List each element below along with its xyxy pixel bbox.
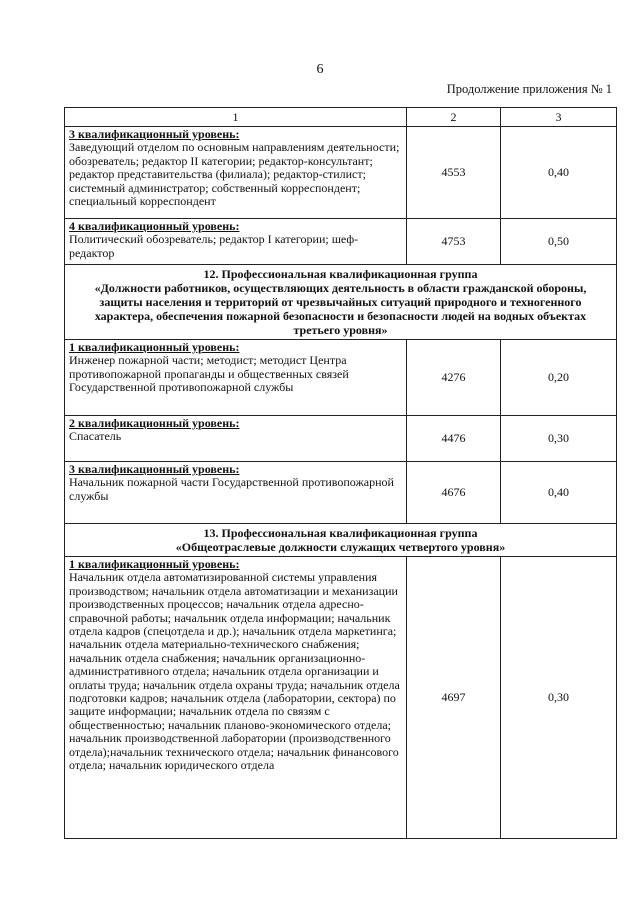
position-cell — [65, 127, 407, 219]
coefficient-cell: 0,30 — [501, 557, 617, 839]
table-row — [65, 127, 617, 219]
coefficient-cell: 0,40 — [501, 127, 617, 219]
position-cell — [65, 416, 407, 462]
appendix-continuation-label: Продолжение приложения № 1 — [446, 82, 612, 96]
group-title: 13. Профессиональная квалификационная группа — [203, 526, 478, 540]
position-cell — [65, 219, 407, 265]
group-header-13 — [65, 524, 617, 557]
group-header-row — [65, 265, 617, 340]
coefficient-cell: 0,50 — [501, 219, 617, 265]
table-row — [65, 219, 617, 265]
salary-cell: 4553 — [407, 127, 501, 219]
qualification-level: 1 квалификационный уровень: — [69, 557, 240, 571]
group-subtitle: «Общеотраслевые должности служащих четвертого уровня» — [175, 540, 506, 554]
table-header-row — [65, 108, 617, 127]
salary-cell: 4753 — [407, 219, 501, 265]
position-list: Спасатель — [69, 429, 122, 444]
table-row — [65, 462, 617, 524]
qualification-level: 4 квалификационный уровень: — [69, 219, 240, 233]
position-list: Политический обозреватель; редактор I категории; шеф-редактор — [69, 232, 359, 260]
column-header: 3 — [501, 108, 617, 127]
qualification-level: 3 квалификационный уровень: — [69, 462, 240, 476]
group-header-12 — [65, 265, 617, 340]
position-list: Инженер пожарной части; методист; методист Центра противопожарной пропаганды и общественных связей Государственной противопожарной службы — [69, 353, 349, 395]
page-number: 6 — [316, 62, 324, 77]
table-row — [65, 416, 617, 462]
group-header-row — [65, 524, 617, 557]
salary-cell: 4276 — [407, 340, 501, 416]
coefficient-cell: 0,20 — [501, 340, 617, 416]
qualification-table — [64, 107, 617, 839]
position-list: Начальник пожарной части Государственной противопожарной службы — [69, 475, 394, 503]
table-row — [65, 340, 617, 416]
position-cell — [65, 557, 407, 839]
coefficient-cell: 0,30 — [501, 416, 617, 462]
qualification-level: 3 квалификационный уровень: — [69, 127, 240, 141]
salary-cell: 4476 — [407, 416, 501, 462]
position-cell — [65, 340, 407, 416]
position-list: Начальник отдела автоматизированной системы управления производством; начальник отдела автоматизации и механизации производственных процессов; начальник отдела адресно-справочной работы; начальник отдела информации; начальник отдела кадров (спецотдела и др.); начальник отдела маркетинга; начальник отдела материально-технического снабжения; начальник отдела снабжения; начальник организационно-административного отдела; начальник отдела организации и оплаты труда; начальник отдела охраны труда; начальник отдела подготовки кадров; начальник отдела (лаборатории, сектора) по защите информации; начальник отдела по связям с общественностью; начальник планово-экономического отдела; начальник производственной лаборатории (производственного отдела);начальник технического отдела; начальник финансового отдела; начальник юридического отдела — [69, 570, 400, 773]
qualification-level: 2 квалификационный уровень: — [69, 416, 240, 430]
group-title: 12. Профессиональная квалификационная группа — [203, 267, 478, 281]
column-header: 2 — [407, 108, 501, 127]
position-list: Заведующий отделом по основным направлениям деятельности; обозреватель; редактор II категории; редактор-консультант; редактор представительства (филиала); редактор-стилист; системный администратор; собственный корреспондент; специальный корреспондент — [69, 140, 400, 209]
column-header: 1 — [65, 108, 407, 127]
position-cell — [65, 462, 407, 524]
table-row — [65, 557, 617, 839]
salary-cell: 4676 — [407, 462, 501, 524]
qualification-level: 1 квалификационный уровень: — [69, 340, 240, 354]
salary-cell: 4697 — [407, 557, 501, 839]
group-subtitle: «Должности работников, осуществляющих деятельность в области гражданской обороны, защиты населения и территорий от чрезвычайных ситуаций природного и техногенного характера, обеспечения пожарной безопасности и безопасности людей на водных объектах третьего уровня» — [94, 281, 587, 337]
coefficient-cell: 0,40 — [501, 462, 617, 524]
